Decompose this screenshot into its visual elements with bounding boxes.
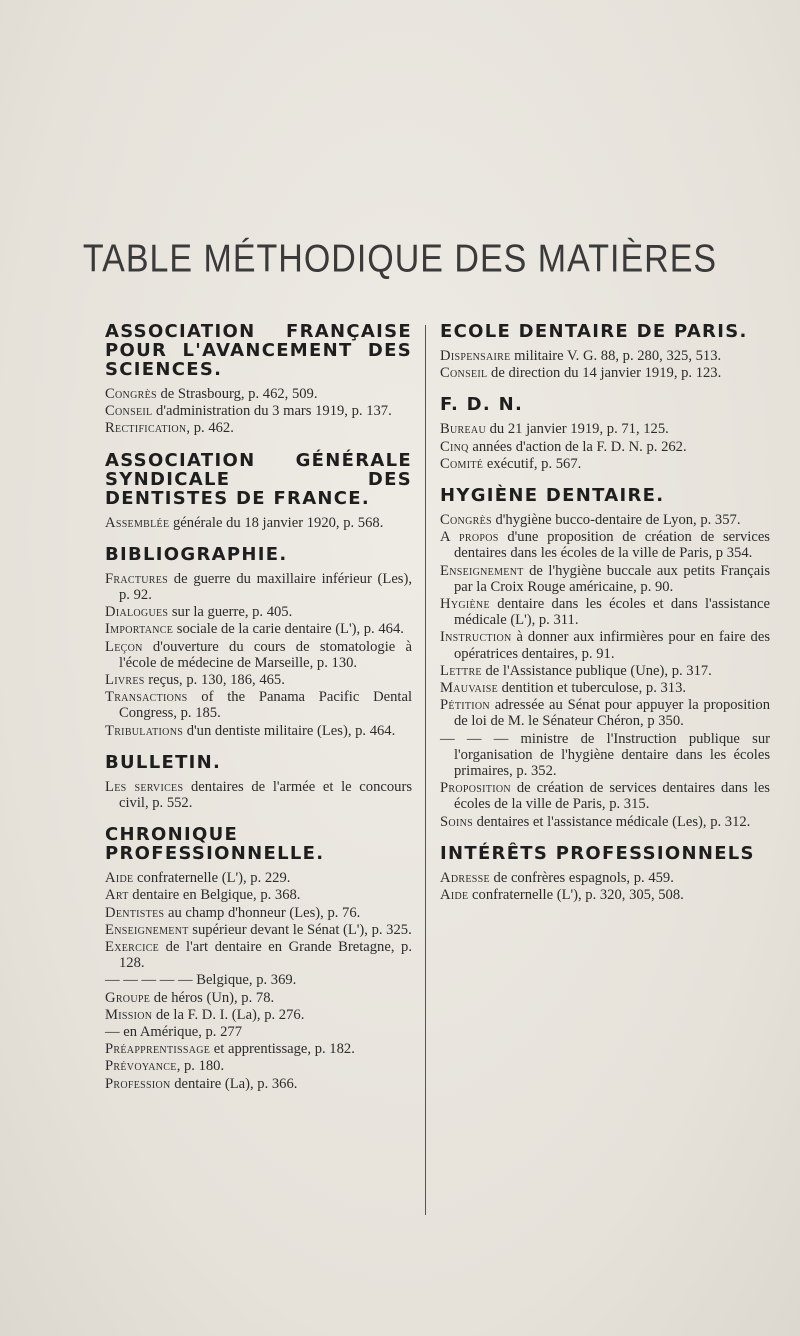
entry-keyword: Dialogues [105, 604, 169, 621]
entry-keyword: Importance [105, 621, 174, 638]
entry-text: de direction du 14 janvier 1919, p. 123. [487, 365, 722, 382]
right-column [440, 322, 770, 904]
section-heading: INTÉRÊTS PROFESSIONNELS [440, 842, 755, 864]
section-gap [105, 740, 412, 753]
index-entry [105, 972, 412, 988]
entry-keyword: Tribulations [105, 722, 184, 739]
index-entry [105, 689, 412, 721]
index-entry [105, 604, 412, 620]
index-entry [105, 723, 412, 739]
index-entry [440, 456, 770, 472]
entry-text: dentaires de l'armée et le concours civil, p. 552. [119, 778, 412, 812]
entry-keyword: Mission [105, 1006, 153, 1023]
index-entry [105, 887, 412, 903]
entry-text: dentaire en Belgique, p. 368. [128, 887, 301, 904]
index-entry [440, 529, 770, 561]
index-entry [440, 439, 770, 455]
entry-text: confraternelle (L'), p. 320, 305, 508. [468, 887, 684, 904]
entry-keyword: Assemblée [105, 514, 170, 531]
entry-keyword: Fractures [105, 570, 169, 587]
entry-keyword: Bureau [440, 421, 486, 438]
index-entry [440, 563, 770, 595]
entry-keyword: Art [105, 887, 129, 904]
entry-text: supérieur devant le Sénat (L'), p. 325. [188, 921, 412, 938]
index-entry [440, 887, 770, 903]
entry-text: de création de services dentaires dans les écoles de la ville de Paris, p. 315. [454, 780, 770, 813]
entry-keyword: Prévoyance [105, 1058, 177, 1075]
entry-text: d'administration du 3 mars 1919, p. 137. [152, 403, 392, 420]
entry-keyword: Lettre [440, 662, 482, 679]
index-entry [440, 512, 770, 528]
entry-keyword: Hygiène [440, 596, 490, 613]
entry-keyword: Enseignement [105, 921, 189, 938]
entry-text: de l'hygiène buccale aux petits Français par la Croix Rouge américaine, p. 90. [454, 562, 770, 595]
section-heading: BIBLIOGRAPHIE. [105, 543, 288, 565]
entry-keyword: Congrès [105, 386, 157, 402]
entry-text: of the Panama Pacific Dental Congress, p. 185. [119, 689, 412, 722]
entry-text: — — — — — Belgique, p. 369. [105, 972, 297, 989]
index-entry [105, 939, 412, 971]
index-entry [440, 697, 770, 729]
page-title: TABLE MÉTHODIQUE DES MATIÈRES [82, 237, 718, 281]
entry-text: au champ d'honneur (Les), p. 76. [164, 904, 361, 921]
entry-text: militaire V. G. 88, p. 280, 325, 513. [510, 348, 722, 364]
entry-keyword: Soins [440, 813, 473, 830]
index-entry [105, 1076, 412, 1092]
entry-text: d'une proposition de création de services dentaires dans les écoles de la ville de Paris, p 354. [454, 529, 770, 562]
entry-text: d'un dentiste militaire (Les), p. 464. [183, 722, 396, 739]
index-entry [105, 403, 412, 419]
index-entry [440, 663, 770, 679]
entry-text: exécutif, p. 567. [483, 455, 582, 472]
entry-text: du 21 janvier 1919, p. 71, 125. [485, 421, 669, 438]
entry-keyword: Profession [105, 1075, 171, 1092]
entry-text: de l'Assistance publique (Une), p. 317. [481, 662, 712, 679]
index-entry [105, 515, 412, 531]
section-heading: F. D. N. [440, 394, 524, 416]
index-entry [105, 1024, 412, 1040]
index-entry [440, 870, 770, 886]
entry-text: dentition et tuberculose, p. 313. [497, 680, 687, 697]
column-divider [425, 325, 426, 1215]
index-entry [105, 1007, 412, 1023]
entry-keyword: Transactions [105, 689, 188, 706]
entry-keyword: Congrès [440, 512, 492, 529]
entry-keyword: Proposition [440, 780, 511, 797]
entry-keyword: Instruction [440, 629, 512, 646]
index-entry [105, 420, 412, 436]
index-entry [105, 571, 412, 603]
entry-text: , p. 462. [186, 420, 234, 437]
entry-keyword: Livres [105, 672, 145, 689]
entry-keyword: Conseil [105, 403, 153, 420]
index-entry [440, 421, 770, 437]
entry-keyword: Cinq [440, 438, 469, 455]
entry-keyword: Les services [105, 778, 184, 795]
entry-text: années d'action de la F. D. N. p. 262. [468, 438, 687, 455]
entry-text: dentaire (La), p. 366. [170, 1075, 298, 1092]
index-entry [105, 870, 412, 886]
entry-keyword: Groupe [105, 989, 151, 1006]
section-gap [105, 438, 412, 451]
entry-keyword: Préapprentissage [105, 1041, 211, 1058]
entry-keyword: Pétition [440, 697, 490, 714]
section-gap [440, 831, 770, 844]
entry-keyword: Enseignement [440, 562, 524, 579]
entry-keyword: A propos [440, 529, 499, 546]
entry-keyword: Aide [105, 870, 134, 887]
index-entry [105, 672, 412, 688]
index-entry [440, 731, 770, 780]
entry-keyword: Rectification [105, 420, 187, 437]
index-entry [440, 596, 770, 628]
entry-keyword: Exercice [105, 939, 160, 956]
index-entry [105, 639, 412, 671]
index-entry [440, 680, 770, 696]
entry-text: de Strasbourg, p. 462, 509. [156, 386, 318, 402]
entry-text: — — — ministre de l'Instruction publique sur l'organisation de l'hygiène dentaire dans les écoles primaires, p. 352. [440, 730, 770, 780]
entry-keyword: Aide [440, 887, 469, 904]
entry-text: d'ouverture du cours de stomatologie à l'école de médecine de Marseille, p. 130. [119, 638, 412, 671]
index-entry [105, 779, 412, 811]
entry-text: de confrères espagnols, p. 459. [489, 869, 674, 886]
section-heading: ASSOCIATION FRANÇAISE POUR L'AVANCEMENT DES SCIENCES. [105, 321, 412, 380]
index-entry [105, 1058, 412, 1074]
index-entry [105, 905, 412, 921]
section-heading: ECOLE DENTAIRE DE PARIS. [440, 321, 748, 342]
entry-keyword: Adresse [440, 869, 490, 886]
entry-text: dentaire dans les écoles et dans l'assistance médicale (L'), p. 311. [454, 596, 770, 629]
entry-text: à donner aux infirmières pour en faire des opératrices dentaires, p. 91. [454, 629, 770, 662]
index-entry [105, 922, 412, 938]
entry-text: adressée au Sénat pour appuyer la proposition de loi de M. le Sénateur Chéron, p 350. [454, 697, 770, 730]
left-column [105, 322, 412, 1093]
index-entry [440, 348, 770, 364]
index-entry [440, 365, 770, 381]
index-entry [105, 1041, 412, 1057]
entry-keyword: Conseil [440, 365, 488, 382]
section-heading: BULLETIN. [105, 751, 222, 773]
index-entry [105, 621, 412, 637]
index-entry [105, 990, 412, 1006]
entry-text: de héros (Un), p. 78. [150, 989, 275, 1006]
entry-text: sociale de la carie dentaire (L'), p. 464. [173, 621, 404, 638]
section-heading: ASSOCIATION GÉNÉRALE SYNDICALE DES DENTISTES DE FRANCE. [105, 449, 412, 509]
section-gap [105, 532, 412, 545]
entry-text: de guerre du maxillaire inférieur (Les), p. 92. [119, 570, 412, 604]
entry-text: de l'art dentaire en Grande Bretagne, p. 128. [119, 939, 412, 972]
entry-keyword: Leçon [105, 638, 143, 655]
entry-text: confraternelle (L'), p. 229. [133, 870, 291, 887]
entry-text: reçus, p. 130, 186, 465. [144, 672, 285, 689]
section-heading: CHRONIQUE PROFESSIONNELLE. [105, 824, 325, 865]
entry-keyword: Dentistes [105, 904, 165, 921]
entry-keyword: Mauvaise [440, 680, 498, 697]
entry-text: générale du 18 janvier 1920, p. 568. [169, 514, 384, 531]
section-heading: HYGIÈNE DENTAIRE. [440, 485, 665, 507]
entry-text: d'hygiène bucco-dentaire de Lyon, p. 357. [491, 512, 741, 529]
index-entry [440, 814, 770, 830]
entry-text: et apprentissage, p. 182. [210, 1041, 355, 1058]
entry-keyword: Dispensaire [440, 348, 511, 364]
entry-text: dentaires et l'assistance médicale (Les), p. 312. [472, 813, 751, 830]
index-entry [105, 386, 412, 402]
entry-text: , p. 180. [176, 1058, 225, 1075]
index-entry [440, 629, 770, 661]
entry-keyword: Comité [440, 455, 484, 472]
entry-text: de la F. D. I. (La), p. 276. [152, 1006, 305, 1023]
entry-text: — en Amérique, p. 277 [105, 1024, 242, 1041]
index-entry [440, 780, 770, 812]
entry-text: sur la guerre, p. 405. [168, 604, 293, 621]
